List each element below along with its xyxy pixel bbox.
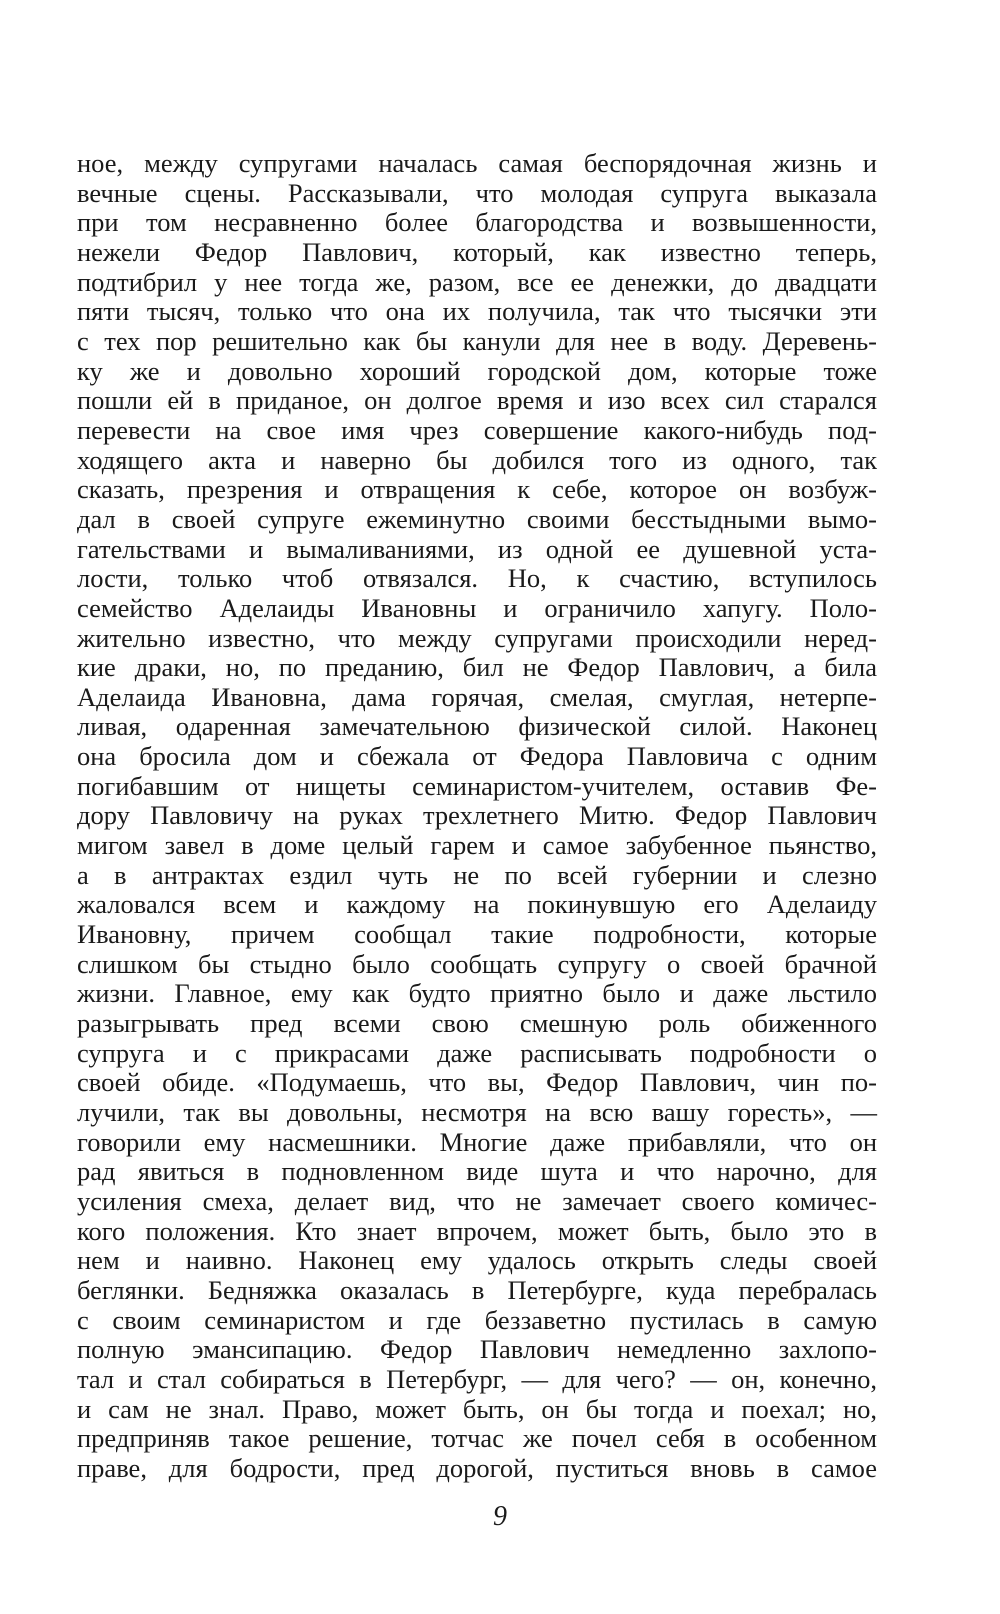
- text-line: нежели Федор Павлович, который, как известно теперь,: [77, 236, 877, 267]
- text-line: и сам не знал. Право, может быть, он бы тогда и поехал; но,: [77, 1393, 877, 1424]
- text-line: вечные сцены. Рассказывали, что молодая супруга выказала: [77, 177, 877, 208]
- text-line: жительно известно, что между супругами происходили неред-: [77, 622, 877, 653]
- text-line: рад явиться в подновленном виде шута и что нарочно, для: [77, 1156, 877, 1187]
- text-line: лучили, так вы довольны, несмотря на всю вашу горесть», —: [77, 1097, 877, 1127]
- text-line: предприняв такое решение, тотчас же почел себя в особенном: [77, 1423, 877, 1454]
- text-line: ливая, одаренная замечательною физической силой. Наконец: [77, 711, 877, 742]
- text-line: разыгрывать пред всеми свою смешную роль обиженного: [77, 1008, 877, 1039]
- page-number: 9: [493, 1501, 507, 1532]
- text-line: ку же и довольно хороший городской дом, которые тоже: [77, 355, 877, 386]
- text-line: дору Павловичу на руках трехлетнего Митю. Федор Павлович: [77, 800, 877, 831]
- text-line: а в антрактах ездил чуть не по всей губернии и слезно: [77, 859, 877, 890]
- text-line: она бросила дом и сбежала от Федора Павловича с одним: [77, 741, 877, 772]
- text-line: жаловался всем и каждому на покинувшую его Аделаиду: [77, 889, 877, 920]
- text-line: беглянки. Бедняжка оказалась в Петербурге, куда перебралась: [77, 1274, 877, 1305]
- text-line: семейство Аделаиды Ивановны и ограничило хапугу. Поло-: [77, 592, 877, 623]
- text-line: кие драки, но, по преданию, бил не Федор Павлович, а била: [77, 652, 877, 683]
- text-line: усиления смеха, делает вид, что не замечает своего комичес-: [77, 1185, 877, 1216]
- text-line: нем и наивно. Наконец ему удалось открыть следы своей: [77, 1245, 877, 1276]
- text-line: тал и стал собираться в Петербург, — для чего? — он, конечно,: [77, 1363, 877, 1394]
- text-line: пяти тысяч, только что она их получила, так что тысячки эти: [77, 296, 877, 327]
- text-line: полную эмансипацию. Федор Павлович немедленно захлопо-: [77, 1334, 877, 1365]
- text-line: Аделаида Ивановна, дама горячая, смелая, смуглая, нетерпе-: [77, 681, 877, 712]
- text-line: сказать, презрения и отвращения к себе, которое он возбуж-: [77, 474, 877, 505]
- text-line: с тех пор решительно как бы канули для нее в воду. Деревень-: [77, 325, 877, 356]
- text-line: с своим семинаристом и где беззаветно пустилась в самую: [77, 1304, 877, 1335]
- text-line: говорили ему насмешники. Многие даже прибавляли, что он: [77, 1126, 877, 1157]
- text-line: ходящего акта и наверно бы добился того из одного, так: [77, 444, 877, 475]
- text-line: лости, только чтоб отвязался. Но, к счастию, вступилось: [77, 563, 877, 594]
- body-text: [77, 149, 877, 1484]
- text-line: подтибрил у нее тогда же, разом, все ее денежки, до двадцати: [77, 266, 877, 297]
- text-line: супруга и с прикрасами даже расписывать подробности о: [77, 1037, 877, 1068]
- text-line: жизни. Главное, ему как будто приятно было и даже льстило: [77, 978, 877, 1009]
- text-line: при том несравненно более благородства и возвышенности,: [77, 207, 877, 238]
- text-line: праве, для бодрости, пред дорогой, пуститься вновь в самое: [77, 1452, 877, 1483]
- text-line: своей обиде. «Подумаешь, что вы, Федор Павлович, чин по-: [77, 1067, 877, 1098]
- text-line: мигом завел в доме целый гарем и самое забубенное пьянство,: [77, 830, 877, 861]
- text-line: слишком бы стыдно было сообщать супругу о своей брачной: [77, 948, 877, 979]
- text-line: пошли ей в приданое, он долгое время и изо всех сил старался: [77, 385, 877, 416]
- text-line: кого положения. Кто знает впрочем, может быть, было это в: [77, 1215, 877, 1246]
- text-line: ное, между супругами началась самая беспорядочная жизнь и: [77, 148, 877, 178]
- text-line: дал в своей супруге ежеминутно своими бесстыдными вымо-: [77, 503, 877, 534]
- text-line: гательствами и вымаливаниями, из одной ее душевной уста-: [77, 533, 877, 564]
- text-line: погибавшим от нищеты семинаристом-учителем, оставив Фе-: [77, 770, 877, 801]
- text-line: Ивановну, причем сообщал такие подробности, которые: [77, 919, 877, 950]
- text-line: перевести на свое имя чрез совершение какого-нибудь под-: [77, 414, 877, 445]
